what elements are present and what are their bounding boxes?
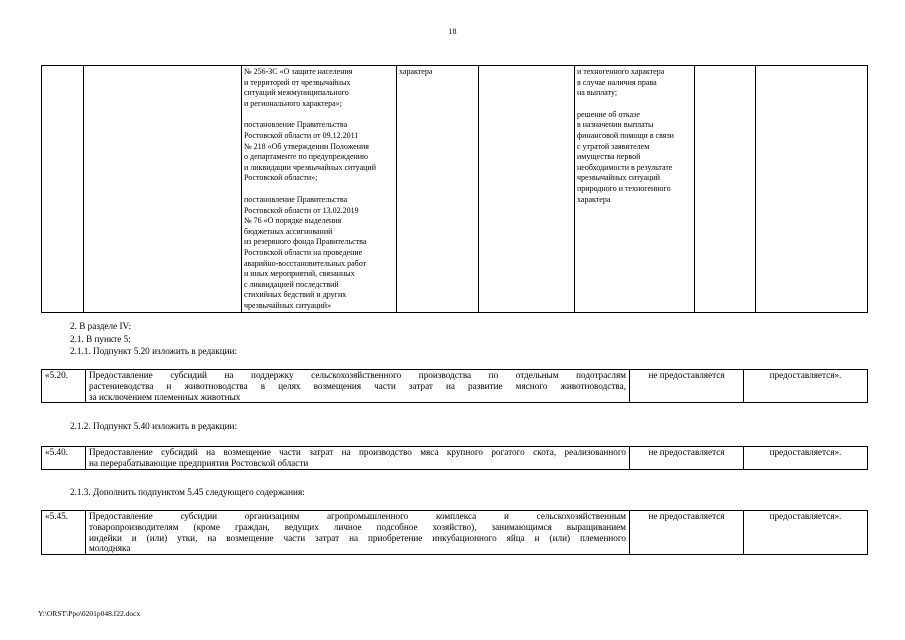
table-cell-empty — [42, 66, 84, 313]
result-block: и техногенного характера в случае наличия права на выплату; — [577, 67, 665, 98]
legal-basis-block: постановление Правительства Ростовской области от 09.12.2011 № 218 «Об утверждении Положения о департаменте по предупреждению и ликвидации чрезвычайных ситуаций Ростовской области»; — [244, 120, 376, 183]
row-description — [86, 511, 630, 555]
row-number: «5.20. — [42, 370, 86, 403]
table-row — [42, 66, 868, 313]
description-line: товаропроизводителям (кроме граждан, ведущих личное подсобное хозяйство), занимающимся выращиванием — [89, 521, 626, 532]
paragraph-item: 2.1. В пункте 5: — [70, 334, 131, 344]
result-block: решение об отказе в назначении выплаты финансовой помощи в связи с утратой заявителем имущества первой необходимости в результате чрезвычайных ситуаций природного и техногенного характера — [577, 109, 674, 204]
row-status-2: предоставляется». — [744, 447, 868, 470]
table-cell-empty — [479, 66, 575, 313]
description-line: индейки и (или) утки, на возмещение части затрат на приобретение инкубационного яйца и (или) племенного — [89, 532, 626, 543]
row-status-2: предоставляется». — [744, 511, 868, 555]
row-description — [86, 447, 630, 470]
row-status-1: не предоставляется — [630, 447, 744, 470]
paragraph-subitem: 2.1.1. Подпункт 5.20 изложить в редакции: — [70, 346, 238, 356]
category-cell — [397, 66, 479, 313]
table-cell-empty — [756, 66, 868, 313]
description-line: Предоставление субсидий на возмещение части затрат на производство мяса крупного рогатого скота, реализованного — [89, 447, 626, 457]
row-number: «5.45. — [42, 511, 86, 555]
legal-basis-cell — [242, 66, 397, 313]
result-cell — [575, 66, 695, 313]
paragraph-subitem: 2.1.2. Подпункт 5.40 изложить в редакции: — [70, 421, 238, 431]
description-line: за исключением племенных животных — [89, 391, 241, 402]
description-line: Предоставление субсидий на поддержку сельскохозяйственного производства по отдельным подотраслям — [89, 370, 626, 380]
file-path-footer: Y:\ORST\Ppo\0201p048.f22.docx — [38, 609, 141, 618]
description-line: растениеводства и животноводства в целях возмещения части затрат на развитие мясного животноводства, — [89, 380, 626, 391]
table-cell-empty — [84, 66, 242, 313]
row-description — [86, 370, 630, 403]
category-text: характера — [399, 67, 433, 76]
row-status-1: не предоставляется — [630, 511, 744, 555]
continuation-table — [41, 65, 868, 313]
legal-basis-block: постановление Правительства Ростовской области от 13.02.2019 № 76 «О порядке выделения бюджетных ассигнований из резервного фонда Правительства Ростовской области на проведение аварийно-восстановительных работ и иных мероприятий, связанных с ликвидацией последствий стихийных бедствий и других чрезвычайных ситуаций» — [244, 194, 367, 310]
legal-basis-block: № 256-ЗС «О защите населения и территорий от чрезвычайных ситуаций межмуниципального и регионального характера»; — [244, 67, 353, 108]
description-line: на перерабатывающие предприятия Ростовской области — [89, 457, 309, 468]
row-table-5-45 — [41, 510, 868, 555]
paragraph-section: 2. В разделе IV: — [70, 321, 132, 331]
row-status-1: не предоставляется — [630, 370, 744, 403]
row-status-2: предоставляется». — [744, 370, 868, 403]
row-number: «5.40. — [42, 447, 86, 470]
table-cell-empty — [695, 66, 756, 313]
table-row — [42, 447, 868, 470]
row-table-5-20 — [41, 369, 868, 403]
description-line: молодняка — [89, 543, 131, 554]
table-row — [42, 511, 868, 555]
table-row — [42, 370, 868, 403]
description-line: Предоставление субсидии организациям агропромышленного комплекса и сельскохозяйственным — [89, 511, 626, 521]
row-table-5-40 — [41, 446, 868, 470]
paragraph-subitem: 2.1.3. Дополнить подпунктом 5.45 следующего содержания: — [70, 487, 305, 497]
page-number: 18 — [448, 27, 457, 36]
